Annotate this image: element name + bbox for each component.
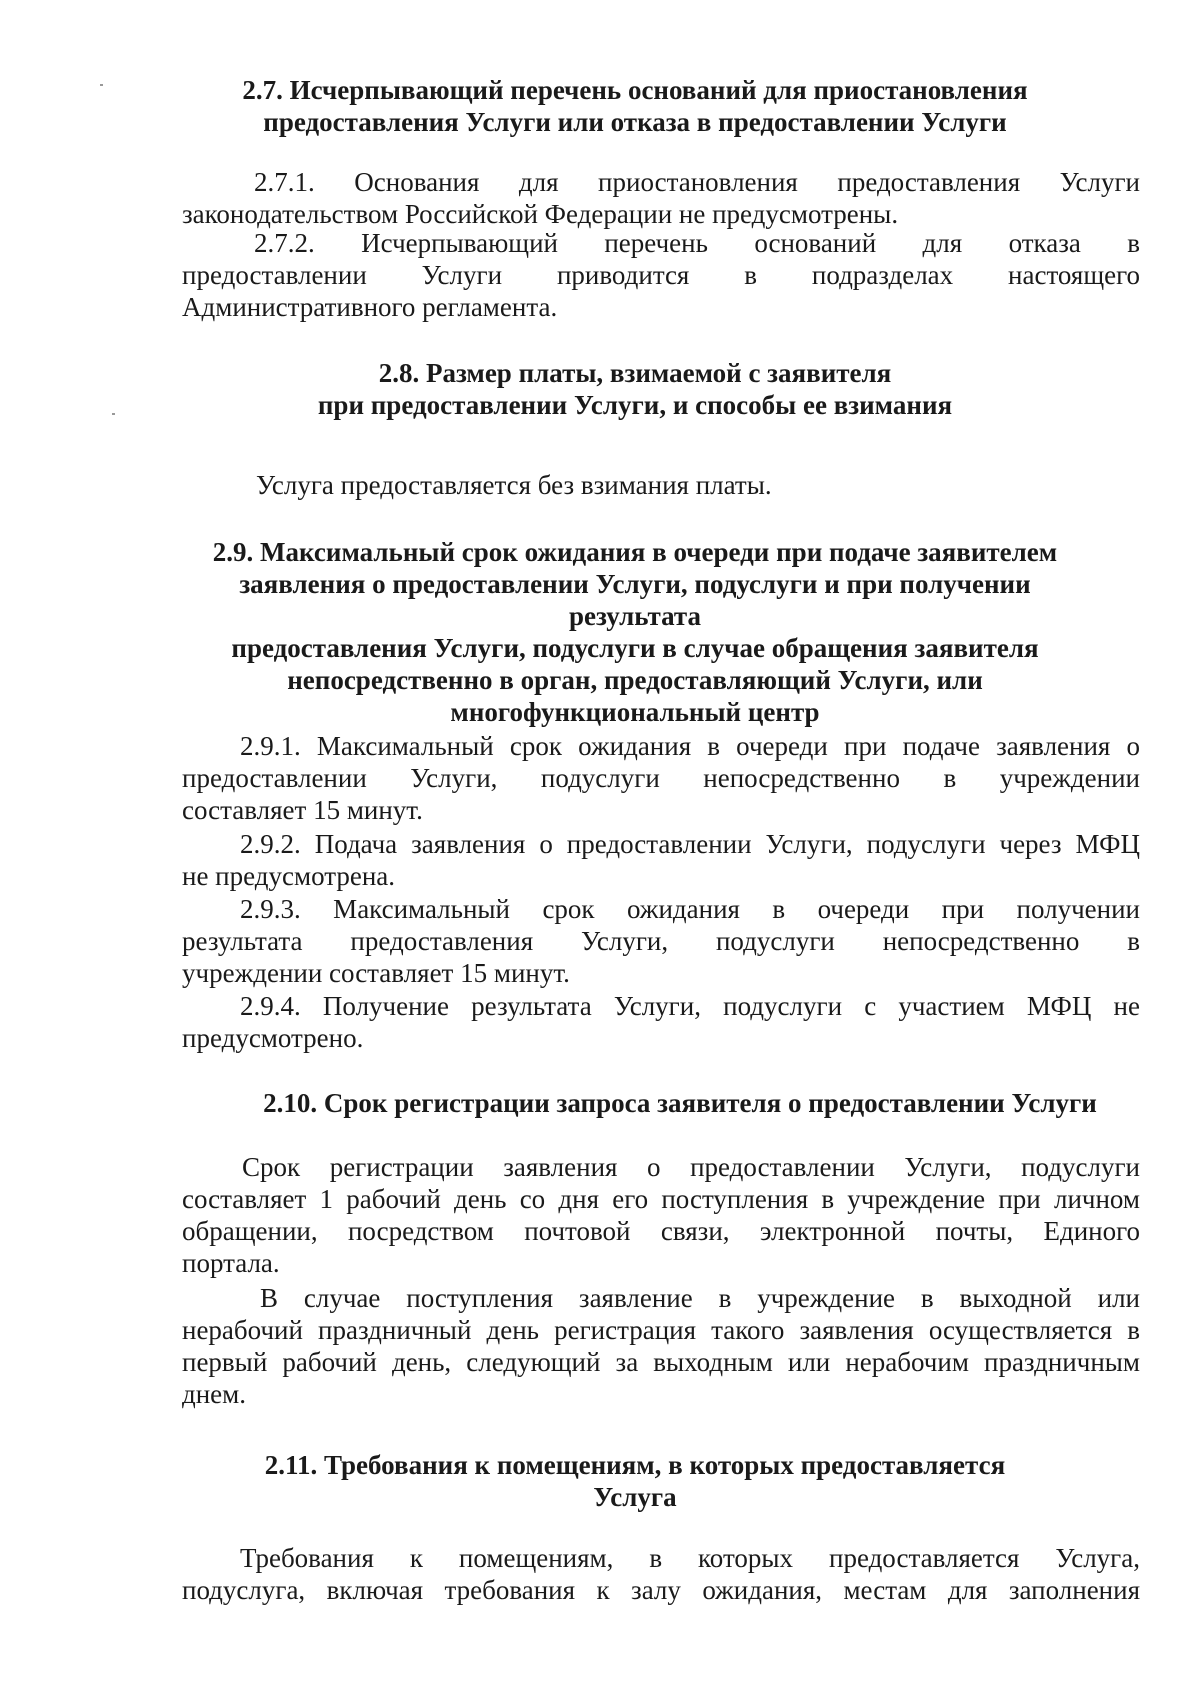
heading-line: при предоставлении Услуги, и способы ее взимания [317,390,953,420]
paragraph-2-11-1 [182,1542,1140,1606]
paragraph-line: днем. [182,1379,247,1409]
paragraph-line: В случае поступления заявление в учреждение в выходной или [260,1283,1140,1313]
heading-line: заявления о предоставлении Услуги, подуслуги и при получении результата [239,569,1031,631]
paragraph-line: составляет 1 рабочий день со дня его поступления в учреждение при личном [182,1184,1140,1214]
heading-line: 2.10. Срок регистрации запроса заявителя о предоставлении Услуги [263,1088,1097,1118]
scan-speck [112,413,115,415]
paragraph-line: обращении, посредством почтовой связи, электронной почты, Единого [182,1216,1140,1246]
paragraph-line: Административного регламента. [182,292,558,322]
paragraph-line: составляет 15 минут. [182,795,423,825]
paragraph-2-10-1 [182,1151,1140,1279]
paragraph-line: не предусмотрена. [182,861,396,891]
paragraph-line: предусмотрено. [182,1023,364,1053]
paragraph-2-10-2 [182,1282,1140,1410]
paragraph-line: 2.7.2. Исчерпывающий перечень оснований для отказа в [254,228,1140,258]
paragraph-2-9-2 [182,828,1140,892]
paragraph-line: 2.9.1. Максимальный срок ожидания в очереди при подаче заявления о [240,731,1140,761]
heading-line: 2.9. Максимальный срок ожидания в очереди при подаче заявителем [212,537,1058,567]
paragraph-line: портала. [182,1248,280,1278]
section-heading-2-10 [220,1087,1140,1119]
paragraph-line: законодательством Российской Федерации не предусмотрены. [182,199,899,229]
paragraph-2-7-2 [182,227,1140,323]
section-heading-2-11 [200,1449,1070,1513]
paragraph-2-9-1 [182,730,1140,826]
heading-line: Услуга [593,1482,677,1512]
heading-line: предоставления Услуги или отказа в предоставлении Услуги [263,107,1007,137]
paragraph-line: предоставлении Услуги, подуслуги непосредственно в учреждении [182,763,1140,793]
section-heading-2-7 [180,74,1090,138]
paragraph-line: учреждении составляет 15 минут. [182,958,570,988]
paragraph-line: 2.9.3. Максимальный срок ожидания в очереди при получении [240,894,1140,924]
paragraph-line: первый рабочий день, следующий за выходным или нерабочим праздничным [182,1347,1140,1377]
heading-line: 2.11. Требования к помещениям, в которых предоставляется [264,1450,1006,1480]
heading-line: 2.8. Размер платы, взимаемой с заявителя [378,358,892,388]
paragraph-line: результата предоставления Услуги, подуслуги непосредственно в [182,926,1140,956]
section-heading-2-9 [180,536,1090,728]
paragraph-line: нерабочий праздничный день регистрация такого заявления осуществляется в [182,1315,1140,1345]
paragraph-2-9-4 [182,990,1140,1054]
heading-line: 2.7. Исчерпывающий перечень оснований для приостановления [242,75,1028,105]
paragraph-line: Услуга предоставляется без взимания платы. [256,470,772,500]
heading-line: предоставления Услуги, подуслуги в случае обращения заявителя [231,633,1039,663]
paragraph-line: 2.9.4. Получение результата Услуги, подуслуги с участием МФЦ не [240,991,1140,1021]
paragraph-line: подуслуга, включая требования к залу ожидания, местам для заполнения [182,1575,1140,1605]
paragraph-line: Срок регистрации заявления о предоставлении Услуги, подуслуги [242,1152,1140,1182]
paragraph-line: предоставлении Услуги приводится в подразделах настоящего [182,260,1140,290]
heading-line: непосредственно в орган, предоставляющий Услуги, или [287,665,983,695]
paragraph-line: 2.7.1. Основания для приостановления предоставления Услуги [254,167,1140,197]
scan-speck [100,84,103,86]
section-heading-2-8 [180,357,1090,421]
paragraph-line: 2.9.2. Подача заявления о предоставлении Услуги, подуслуги через МФЦ [240,829,1140,859]
paragraph-2-8 [182,469,1140,501]
heading-line: многофункциональный центр [450,697,820,727]
paragraph-2-7-1 [182,166,1140,230]
paragraph-line: Требования к помещениям, в которых предоставляется Услуга, [240,1543,1140,1573]
paragraph-2-9-3 [182,893,1140,989]
